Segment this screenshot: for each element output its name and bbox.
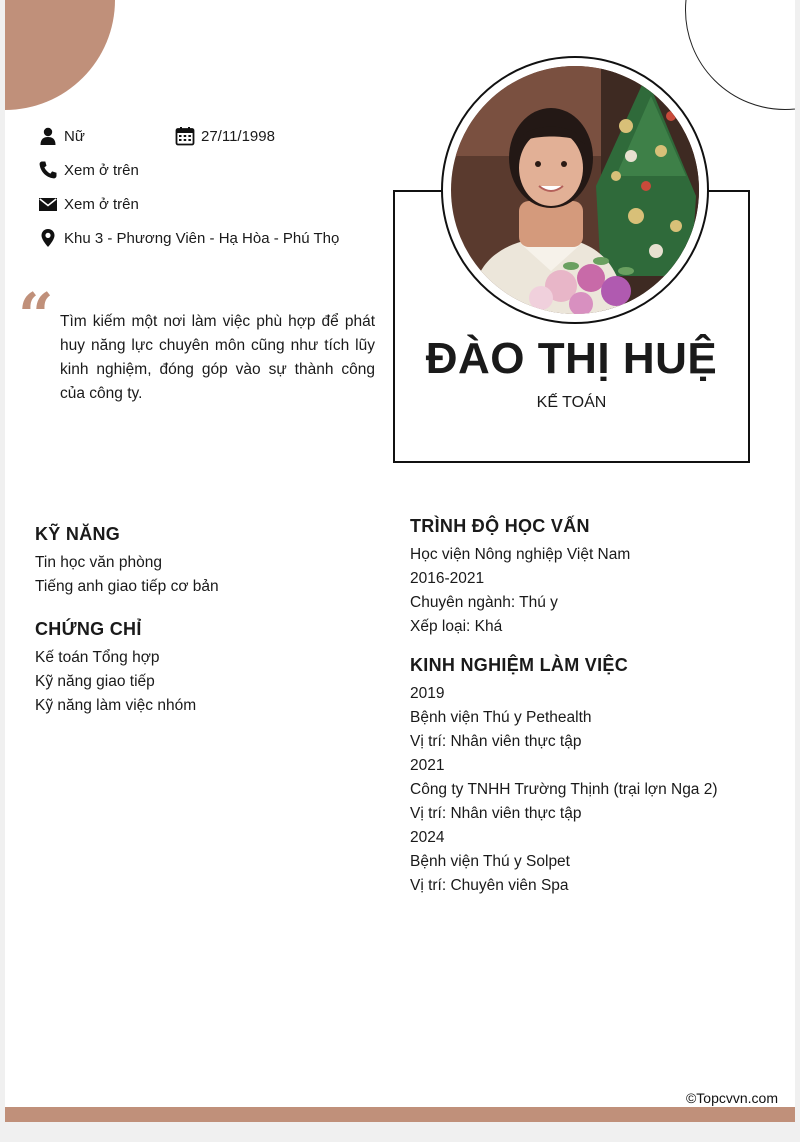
experience-item: 2021: [410, 757, 445, 774]
footer-watermark[interactable]: ©Topcvvn.com: [685, 1090, 778, 1106]
profile-photo: [451, 66, 699, 314]
phone-icon: [38, 160, 58, 180]
birthday-text: 27/11/1998: [201, 127, 275, 145]
email-row: [38, 194, 139, 214]
address-row: [38, 228, 339, 248]
location-pin-icon: [38, 228, 58, 248]
experience-item: 2024: [410, 829, 445, 846]
calendar-icon: [175, 126, 195, 146]
education-item: Học viện Nông nghiệp Việt Nam: [410, 546, 631, 563]
email-text: Xem ở trên: [64, 195, 139, 213]
certificate-item: Kỹ năng làm việc nhóm: [35, 697, 197, 714]
experience-item: Bệnh viện Thú y Solpet: [410, 853, 570, 870]
phone-row: [38, 160, 139, 180]
certificates-title: CHỨNG CHỈ: [35, 619, 142, 639]
education-section: [410, 516, 780, 639]
gender-text: Nữ: [64, 127, 85, 145]
experience-title: KINH NGHIỆM LÀM VIỆC: [410, 655, 629, 675]
experience-item: 2019: [410, 685, 445, 702]
experience-section: [410, 655, 780, 898]
experience-item: Bệnh viện Thú y Pethealth: [410, 709, 592, 726]
mail-icon: [38, 194, 58, 214]
left-column: [35, 524, 375, 734]
experience-item: Vị trí: Nhân viên thực tập: [410, 733, 582, 750]
profile-photo-image: [451, 66, 699, 314]
experience-item: Vị trí: Chuyên viên Spa: [410, 877, 569, 894]
phone-text: Xem ở trên: [64, 161, 139, 179]
address-text: Khu 3 - Phương Viên - Hạ Hòa - Phú Thọ: [64, 229, 340, 247]
right-column: [410, 516, 780, 914]
decor-circle-top-left: [5, 0, 115, 110]
experience-item: Vị trí: Nhân viên thực tập: [410, 805, 582, 822]
birthday-row: [175, 126, 275, 146]
experience-item: Công ty TNHH Trường Thịnh (trại lợn Nga 2): [410, 781, 718, 798]
person-icon: [38, 126, 58, 146]
skill-item: Tin học văn phòng: [35, 554, 162, 571]
decor-ring-top-right: [685, 0, 795, 110]
skills-title: KỸ NĂNG: [35, 524, 121, 544]
certificates-section: [35, 619, 375, 718]
education-item: Chuyên ngành: Thú y: [410, 594, 558, 611]
education-item: Xếp loại: Khá: [410, 618, 503, 635]
skills-section: [35, 524, 375, 599]
quote-icon: “: [18, 279, 54, 352]
certificate-item: Kỹ năng giao tiếp: [35, 673, 155, 690]
candidate-role: KẾ TOÁN: [536, 394, 607, 411]
certificate-item: Kế toán Tổng hợp: [35, 649, 160, 666]
profile-photo-frame: [441, 56, 709, 324]
gender-row: [38, 126, 85, 146]
career-objective: Tìm kiếm một nơi làm việc phù hợp để phát huy năng lực chuyên môn cũng như tích lũy kinh nghiệm, đóng góp vào sự thành công của công ty.: [60, 313, 375, 402]
skill-item: Tiếng anh giao tiếp cơ bản: [35, 578, 219, 595]
bottom-accent-bar: [5, 1107, 795, 1122]
education-title: TRÌNH ĐỘ HỌC VẤN: [410, 516, 590, 536]
education-item: 2016-2021: [410, 570, 485, 587]
candidate-name: ĐÀO THỊ HUỆ: [425, 334, 718, 383]
